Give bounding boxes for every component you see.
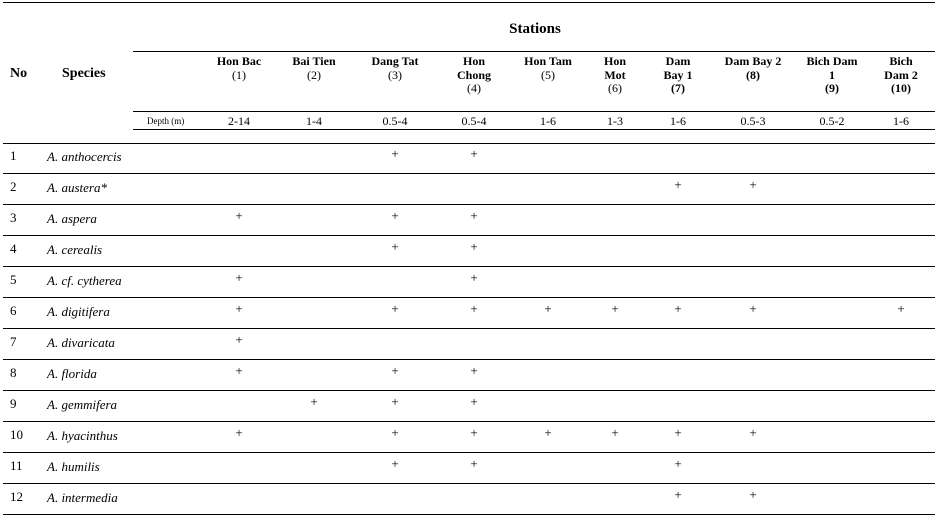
species-name: A. cerealis <box>47 242 103 257</box>
station-depth-6: 1-3 <box>607 114 623 128</box>
row-number: 6 <box>10 303 17 318</box>
row-rule <box>3 483 935 484</box>
species-name: A. anthocercis <box>47 149 122 164</box>
presence-mark: + <box>391 394 399 409</box>
station-name-9: Bich Dam <box>806 54 858 68</box>
row-number: 11 <box>10 458 23 473</box>
station-depth-1: 2-14 <box>228 114 250 128</box>
row-rule <box>3 173 935 174</box>
row-rule <box>3 421 935 422</box>
row-rule <box>3 297 935 298</box>
presence-mark: + <box>749 301 757 316</box>
presence-mark: + <box>897 301 905 316</box>
station-number-10: (10) <box>891 81 911 95</box>
presence-mark: + <box>391 363 399 378</box>
species-name: A. digitifera <box>47 304 110 319</box>
row-number: 5 <box>10 272 17 287</box>
station-number-6: (6) <box>608 81 622 95</box>
row-number: 2 <box>10 179 17 194</box>
station-number-3: (3) <box>388 67 402 82</box>
station-depth-8: 0.5-3 <box>740 114 766 128</box>
depth-label: Depth (m) <box>147 116 185 126</box>
station-name-1: Hon Bac <box>216 54 262 68</box>
presence-mark: + <box>749 177 757 192</box>
station-name-7: Bay 1 <box>663 67 693 82</box>
presence-mark: + <box>544 301 552 316</box>
species-name: A. intermedia <box>47 490 118 505</box>
station-number-1: (1) <box>232 67 246 82</box>
presence-mark: + <box>470 301 478 316</box>
presence-mark: + <box>391 456 399 471</box>
presence-mark: + <box>611 301 619 316</box>
row-rule <box>3 514 935 515</box>
station-name-4: Chong <box>456 67 491 82</box>
presence-mark: + <box>749 487 757 502</box>
column-header-no: No <box>10 66 28 81</box>
row-rule <box>3 390 935 391</box>
presence-mark: + <box>674 177 682 192</box>
row-number: 10 <box>10 427 23 442</box>
presence-mark: + <box>544 425 552 440</box>
presence-mark: + <box>470 425 478 440</box>
presence-mark: + <box>674 301 682 316</box>
row-number: 1 <box>10 148 17 163</box>
row-rule <box>3 452 935 453</box>
species-name: A. cf. cytherea <box>47 273 122 288</box>
station-name-10: Bich <box>889 54 913 68</box>
station-depth-5: 1-6 <box>540 114 556 128</box>
presence-mark: + <box>470 270 478 285</box>
station-name-8: Dam Bay 2 <box>724 54 782 68</box>
row-rule <box>3 235 935 236</box>
presence-mark: + <box>235 332 243 347</box>
presence-mark: + <box>235 208 243 223</box>
presence-mark: + <box>611 425 619 440</box>
column-header-species: Species <box>62 66 106 81</box>
stations-title: Stations <box>509 21 561 37</box>
station-name-6: Hon <box>603 54 626 68</box>
presence-mark: + <box>235 270 243 285</box>
species-name: A. divaricata <box>47 335 115 350</box>
presence-mark: + <box>391 239 399 254</box>
presence-mark: + <box>749 425 757 440</box>
presence-mark: + <box>391 146 399 161</box>
station-depth-4: 0.5-4 <box>461 114 487 128</box>
presence-mark: + <box>310 394 318 409</box>
presence-mark: + <box>391 208 399 223</box>
species-name: A. humilis <box>47 459 100 474</box>
presence-mark: + <box>674 456 682 471</box>
row-rule <box>3 328 935 329</box>
station-name-2: Bai Tien <box>292 54 336 68</box>
species-name: A. florida <box>47 366 97 381</box>
species-name: A. hyacinthus <box>47 428 118 443</box>
presence-mark: + <box>235 425 243 440</box>
station-name-5: Hon Tam <box>524 54 572 68</box>
presence-mark: + <box>391 425 399 440</box>
species-name: A. austera* <box>47 180 107 195</box>
header-bottom-rule <box>3 143 935 144</box>
species-name: A. aspera <box>47 211 97 226</box>
station-depth-3: 0.5-4 <box>382 114 408 128</box>
presence-mark: + <box>674 487 682 502</box>
station-depth-9: 0.5-2 <box>819 114 845 128</box>
station-name-6: Mot <box>604 67 626 82</box>
station-depth-7: 1-6 <box>670 114 686 128</box>
row-rule <box>3 359 935 360</box>
station-number-4: (4) <box>467 81 481 95</box>
row-number: 8 <box>10 365 17 380</box>
presence-mark: + <box>470 146 478 161</box>
row-number: 3 <box>10 210 17 225</box>
row-number: 12 <box>10 489 23 504</box>
station-header-rule <box>133 111 935 112</box>
station-number-2: (2) <box>307 67 321 82</box>
presence-mark: + <box>235 363 243 378</box>
presence-mark: + <box>470 363 478 378</box>
presence-mark: + <box>470 208 478 223</box>
row-number: 9 <box>10 396 17 411</box>
presence-mark: + <box>391 301 399 316</box>
row-rule <box>3 204 935 205</box>
species-name: A. gemmifera <box>47 397 118 412</box>
depth-rule <box>133 129 935 130</box>
station-name-3: Dang Tat <box>371 54 419 68</box>
station-name-10: Dam 2 <box>884 67 918 82</box>
presence-mark: + <box>470 239 478 254</box>
presence-mark: + <box>235 301 243 316</box>
stations-rule <box>133 51 935 52</box>
station-depth-2: 1-4 <box>306 114 322 128</box>
station-number-5: (5) <box>541 67 555 82</box>
row-rule <box>3 266 935 267</box>
station-name-4: Hon <box>462 54 485 68</box>
station-depth-10: 1-6 <box>893 114 909 128</box>
row-number: 7 <box>10 334 17 349</box>
presence-mark: + <box>470 456 478 471</box>
station-number-8: (8) <box>746 67 760 82</box>
top-rule <box>3 2 935 3</box>
station-number-9: (9) <box>825 81 839 95</box>
presence-mark: + <box>674 425 682 440</box>
station-number-7: (7) <box>671 81 685 95</box>
station-name-7: Dam <box>665 54 691 68</box>
row-number: 4 <box>10 241 17 256</box>
station-name-9: 1 <box>829 67 835 82</box>
presence-mark: + <box>470 394 478 409</box>
